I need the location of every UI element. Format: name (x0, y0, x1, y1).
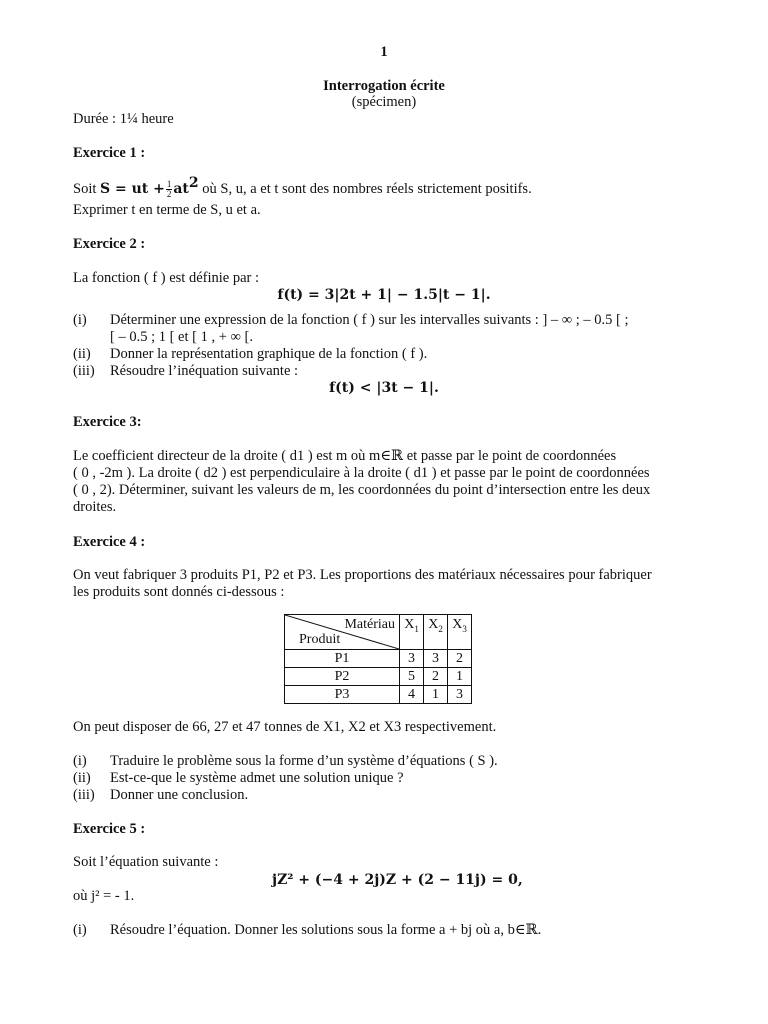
item-text: Résoudre l’équation. Donner les solutions sous la forme a + bj où a, b∈ℝ. (110, 922, 542, 938)
exercise-5-equation: jZ² + (−4 + 2j)Z + (2 − 11j) = 0, (272, 872, 523, 888)
item-text: Traduire le problème sous la forme d’un système d’équations ( S ). (110, 753, 498, 769)
table-corner-cell (285, 615, 400, 650)
fraction (166, 180, 173, 199)
exercise-3-line-3: ( 0 , 2). Déterminer, suivant les valeurs de m, les coordonnées du point d’intersection entre les deux (73, 482, 651, 498)
soit-text: Soit (73, 180, 97, 197)
exercise-5-where: où j² = - 1. (73, 888, 135, 904)
item-number: (ii) (73, 770, 91, 786)
table-row (285, 650, 472, 668)
exercise-2-item-3 (0, 363, 768, 380)
materials-table (284, 614, 472, 704)
exercise-1-line-1-rest: où S, u, a et t sont des nombres réels strictement positifs. (202, 180, 532, 197)
table-cell: 2 (448, 650, 472, 668)
item-text: Donner la représentation graphique de la fonction ( f ). (110, 346, 428, 362)
item-text: Est-ce-que le système admet une solution unique ? (110, 770, 404, 786)
item-number: (i) (73, 922, 87, 938)
item-number: (iii) (73, 363, 95, 379)
column-header: $X_2$ (424, 615, 448, 650)
exercise-1-line-1 (73, 175, 532, 199)
exercise-5-intro: Soit l’équation suivante : (73, 854, 219, 870)
eq-exponent: 2 (188, 175, 199, 191)
item-text: Déterminer une expression de la fonction ( f ) sur les intervalles suivants : ] – ∞ ; – 0.5 [ ; (110, 312, 629, 328)
item-text: Résoudre l’inéquation suivante : (110, 363, 299, 379)
exercise-4-heading: Exercice 4 : (73, 534, 146, 550)
duration: Durée : 1¼ heure (73, 111, 174, 127)
exercise-5-item-1 (0, 922, 768, 939)
item-number: (iii) (73, 787, 95, 803)
eq-right: at (173, 180, 189, 197)
page-title: Interrogation écrite (323, 78, 445, 94)
item-number: (i) (73, 312, 87, 328)
item-number: (i) (73, 753, 87, 769)
column-header: $X_3$ (448, 615, 472, 650)
table-cell: 5 (400, 668, 424, 686)
exercise-3-line-1: Le coefficient directeur de la droite ( d1 ) est m où m∈ℝ et passe par le point de coordonnées (73, 448, 617, 464)
table-cell: 1 (448, 668, 472, 686)
row-label: P1 (285, 650, 400, 668)
corner-top-label: Matériau (344, 617, 395, 632)
exercise-4-item-3 (0, 787, 768, 804)
exercise-5-heading: Exercice 5 : (73, 821, 146, 837)
exercise-3-line-4: droites. (73, 499, 117, 515)
exercise-4-item-1 (0, 753, 768, 770)
exercise-4-intro-2: les produits sont donnés ci-dessous : (73, 584, 285, 600)
fraction-denominator: 2 (166, 189, 172, 199)
table-cell: 2 (424, 668, 448, 686)
item-number: (ii) (73, 346, 91, 362)
table-cell: 3 (400, 650, 424, 668)
row-label: P3 (285, 686, 400, 704)
exercise-1-heading: Exercice 1 : (73, 145, 146, 161)
corner-bottom-label: Produit (299, 632, 341, 647)
exercise-4-intro-1: On veut fabriquer 3 produits P1, P2 et P3. Les proportions des matériaux nécessaires pour fabriquer (73, 567, 652, 583)
column-header: $X_1$ (400, 615, 424, 650)
table-row (285, 668, 472, 686)
table-cell: 3 (424, 650, 448, 668)
page-number: 1 (380, 44, 388, 60)
row-label: P2 (285, 668, 400, 686)
fraction-numerator: 1 (166, 179, 172, 189)
exercise-2-item-2 (0, 346, 768, 363)
exercise-3-line-2: ( 0 , -2m ). La droite ( d2 ) est perpendiculaire à la droite ( d1 ) et passe par le point de coordonnées (73, 465, 650, 481)
exercise-4-item-2 (0, 770, 768, 787)
exercise-2-function: f(t) = 3|2t + 1| − 1.5|t − 1|. (277, 287, 491, 303)
eq-left: S = ut + (100, 180, 165, 197)
table-header-row (285, 615, 472, 650)
exercise-2-inequation: f(t) < |3t − 1|. (329, 380, 439, 396)
table-cell: 4 (400, 686, 424, 704)
item-text: Donner une conclusion. (110, 787, 249, 803)
exercise-2-item-1 (0, 312, 768, 329)
exercise-2-intro: La fonction ( f ) est définie par : (73, 270, 260, 286)
exercise-1-line-2: Exprimer t en terme de S, u et a. (73, 202, 261, 218)
table-row (285, 686, 472, 704)
table-cell: 3 (448, 686, 472, 704)
exercise-4-dispose: On peut disposer de 66, 27 et 47 tonnes de X1, X2 et X3 respectivement. (73, 719, 497, 735)
exercise-3-heading: Exercice 3: (73, 414, 142, 430)
table-cell: 1 (424, 686, 448, 704)
page-subtitle: (spécimen) (351, 94, 417, 110)
exercise-2-heading: Exercice 2 : (73, 236, 146, 252)
exercise-2-item-1-continuation: [ – 0.5 ; 1 [ et [ 1 , + ∞ [. (110, 329, 253, 345)
